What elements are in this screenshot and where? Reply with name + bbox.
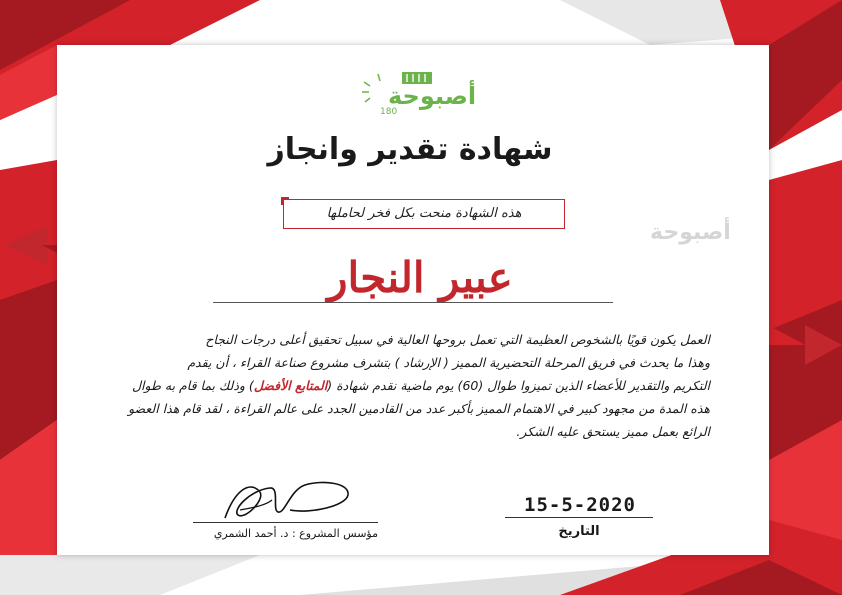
- award-title: المتابع الأفضل: [253, 378, 328, 393]
- name-underline: [213, 302, 613, 303]
- logo-number: 180: [380, 107, 398, 117]
- watermark-logo: أصبوحة: [650, 220, 731, 245]
- body-line: [110, 374, 710, 397]
- certificate-body: [110, 328, 710, 443]
- certificate-title: شهادة تقدير وانجاز: [267, 132, 553, 167]
- signature-label: مؤسس المشروع : د. أحمد الشمري: [213, 527, 378, 540]
- body-text-part: ) وذلك بما قام به طوال: [131, 378, 254, 393]
- body-line: وهذا ما يحدث في فريق المرحلة التحضيرية المميز ( الإرشاد ) بتشرف مشروع صناعة القراء ، أن يقدم: [187, 355, 710, 370]
- body-line: العمل يكون قويًا بالشخوص العظيمة التي تعمل بروحها العالية في سبيل تحقيق أعلى درجات النجاح: [205, 332, 710, 347]
- body-text-part: التكريم والتقدير للأعضاء الذين تميزوا طوال (60) يوم ماضية نقدم شهادة (: [327, 378, 710, 393]
- body-line: هذه المدة من مجهود كبير في الاهتمام المميز بأكبر عدد من القادمين الجدد على عالم القراءة ، لقد قام هذا العضو: [128, 401, 710, 416]
- subtitle-frame: [283, 199, 565, 229]
- logo-text: أصبوحة: [388, 82, 477, 110]
- certificate-subtitle: هذه الشهادة منحت بكل فخر لحاملها: [326, 206, 522, 221]
- signature-line: [193, 522, 378, 523]
- signature-icon: [210, 470, 360, 525]
- recipient-name: عبير النجار: [327, 253, 513, 302]
- date-line: [505, 517, 653, 518]
- certificate-date: 15-5-2020: [524, 494, 636, 516]
- body-line: الرائع بعمل مميز يستحق عليه الشكر.: [516, 424, 710, 439]
- date-label: التاريخ: [558, 524, 600, 539]
